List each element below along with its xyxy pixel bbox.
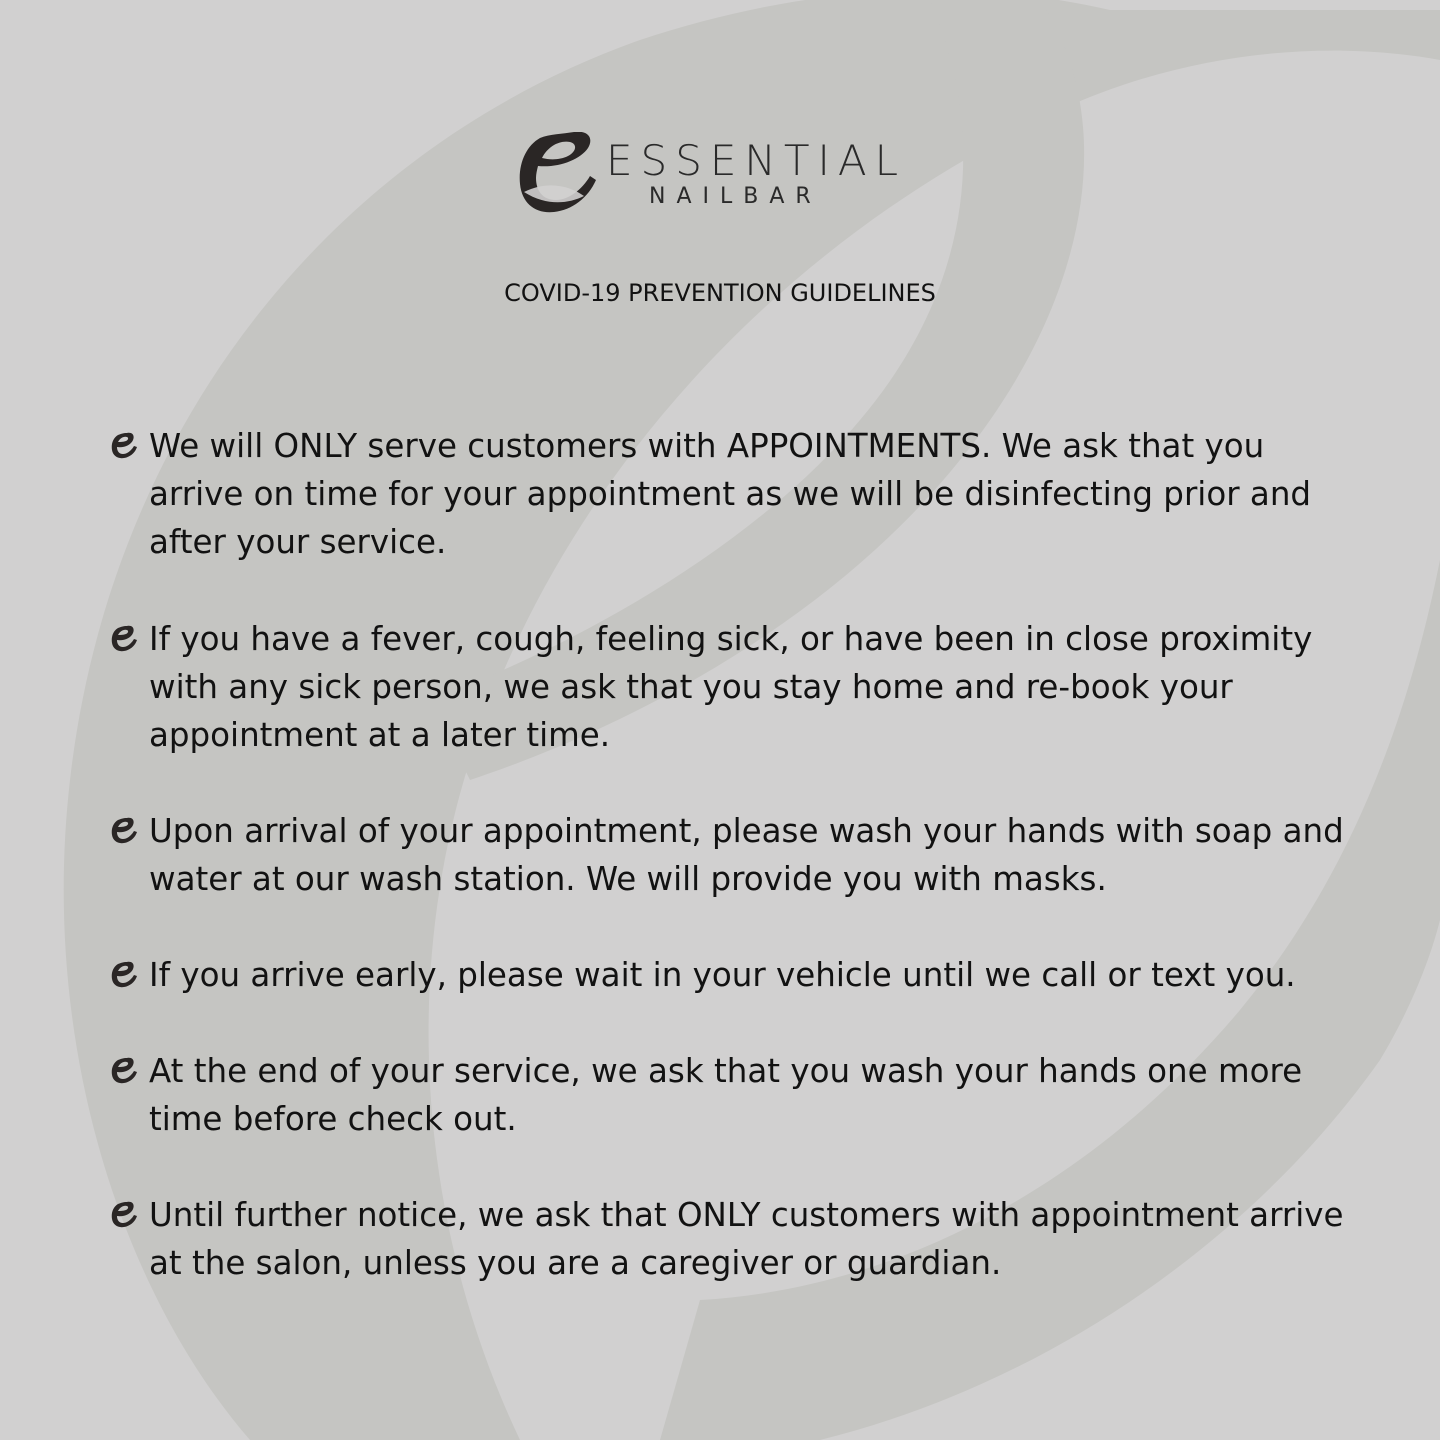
page-title: COVID-19 PREVENTION GUIDELINES [504, 279, 936, 307]
e-bullet-icon [110, 625, 138, 653]
guideline-text [149, 422, 1374, 566]
brand-name: ESSENTIAL [606, 136, 906, 185]
logo-e-mark-icon [518, 132, 598, 216]
guideline-text [149, 1191, 1374, 1287]
guideline-line: Upon arrival of your appointment, please wash your hands with soap and [149, 812, 1344, 850]
guideline-text [149, 615, 1374, 759]
guideline-line: At the end of your service, we ask that you wash your hands one more [149, 1052, 1303, 1090]
guideline-line: after your service. [149, 523, 447, 561]
brand-logo [518, 128, 928, 220]
brand-subname: NAILBAR [649, 184, 822, 209]
guideline-line: appointment at a later time. [149, 716, 611, 754]
guideline-line: We will ONLY serve customers with APPOINTMENTS. We ask that you [149, 427, 1265, 465]
e-bullet-icon [110, 961, 138, 989]
guideline-line: arrive on time for your appointment as we will be disinfecting prior and [149, 475, 1312, 513]
guideline-text [149, 807, 1374, 903]
guideline-line: time before check out. [149, 1100, 517, 1138]
guideline-text [149, 951, 1374, 999]
guideline-text [149, 1047, 1374, 1143]
guideline-line: Until further notice, we ask that ONLY customers with appointment arrive [149, 1196, 1344, 1234]
e-bullet-icon [110, 817, 138, 845]
guideline-line: with any sick person, we ask that you stay home and re-book your [149, 668, 1233, 706]
guideline-line: water at our wash station. We will provide you with masks. [149, 860, 1107, 898]
guideline-line: at the salon, unless you are a caregiver or guardian. [149, 1244, 1002, 1282]
e-bullet-icon [110, 1057, 138, 1085]
e-bullet-icon [110, 1201, 138, 1229]
guideline-line: If you have a fever, cough, feeling sick, or have been in close proximity [149, 620, 1313, 658]
e-bullet-icon [110, 432, 138, 460]
guideline-line: If you arrive early, please wait in your vehicle until we call or text you. [149, 956, 1296, 994]
